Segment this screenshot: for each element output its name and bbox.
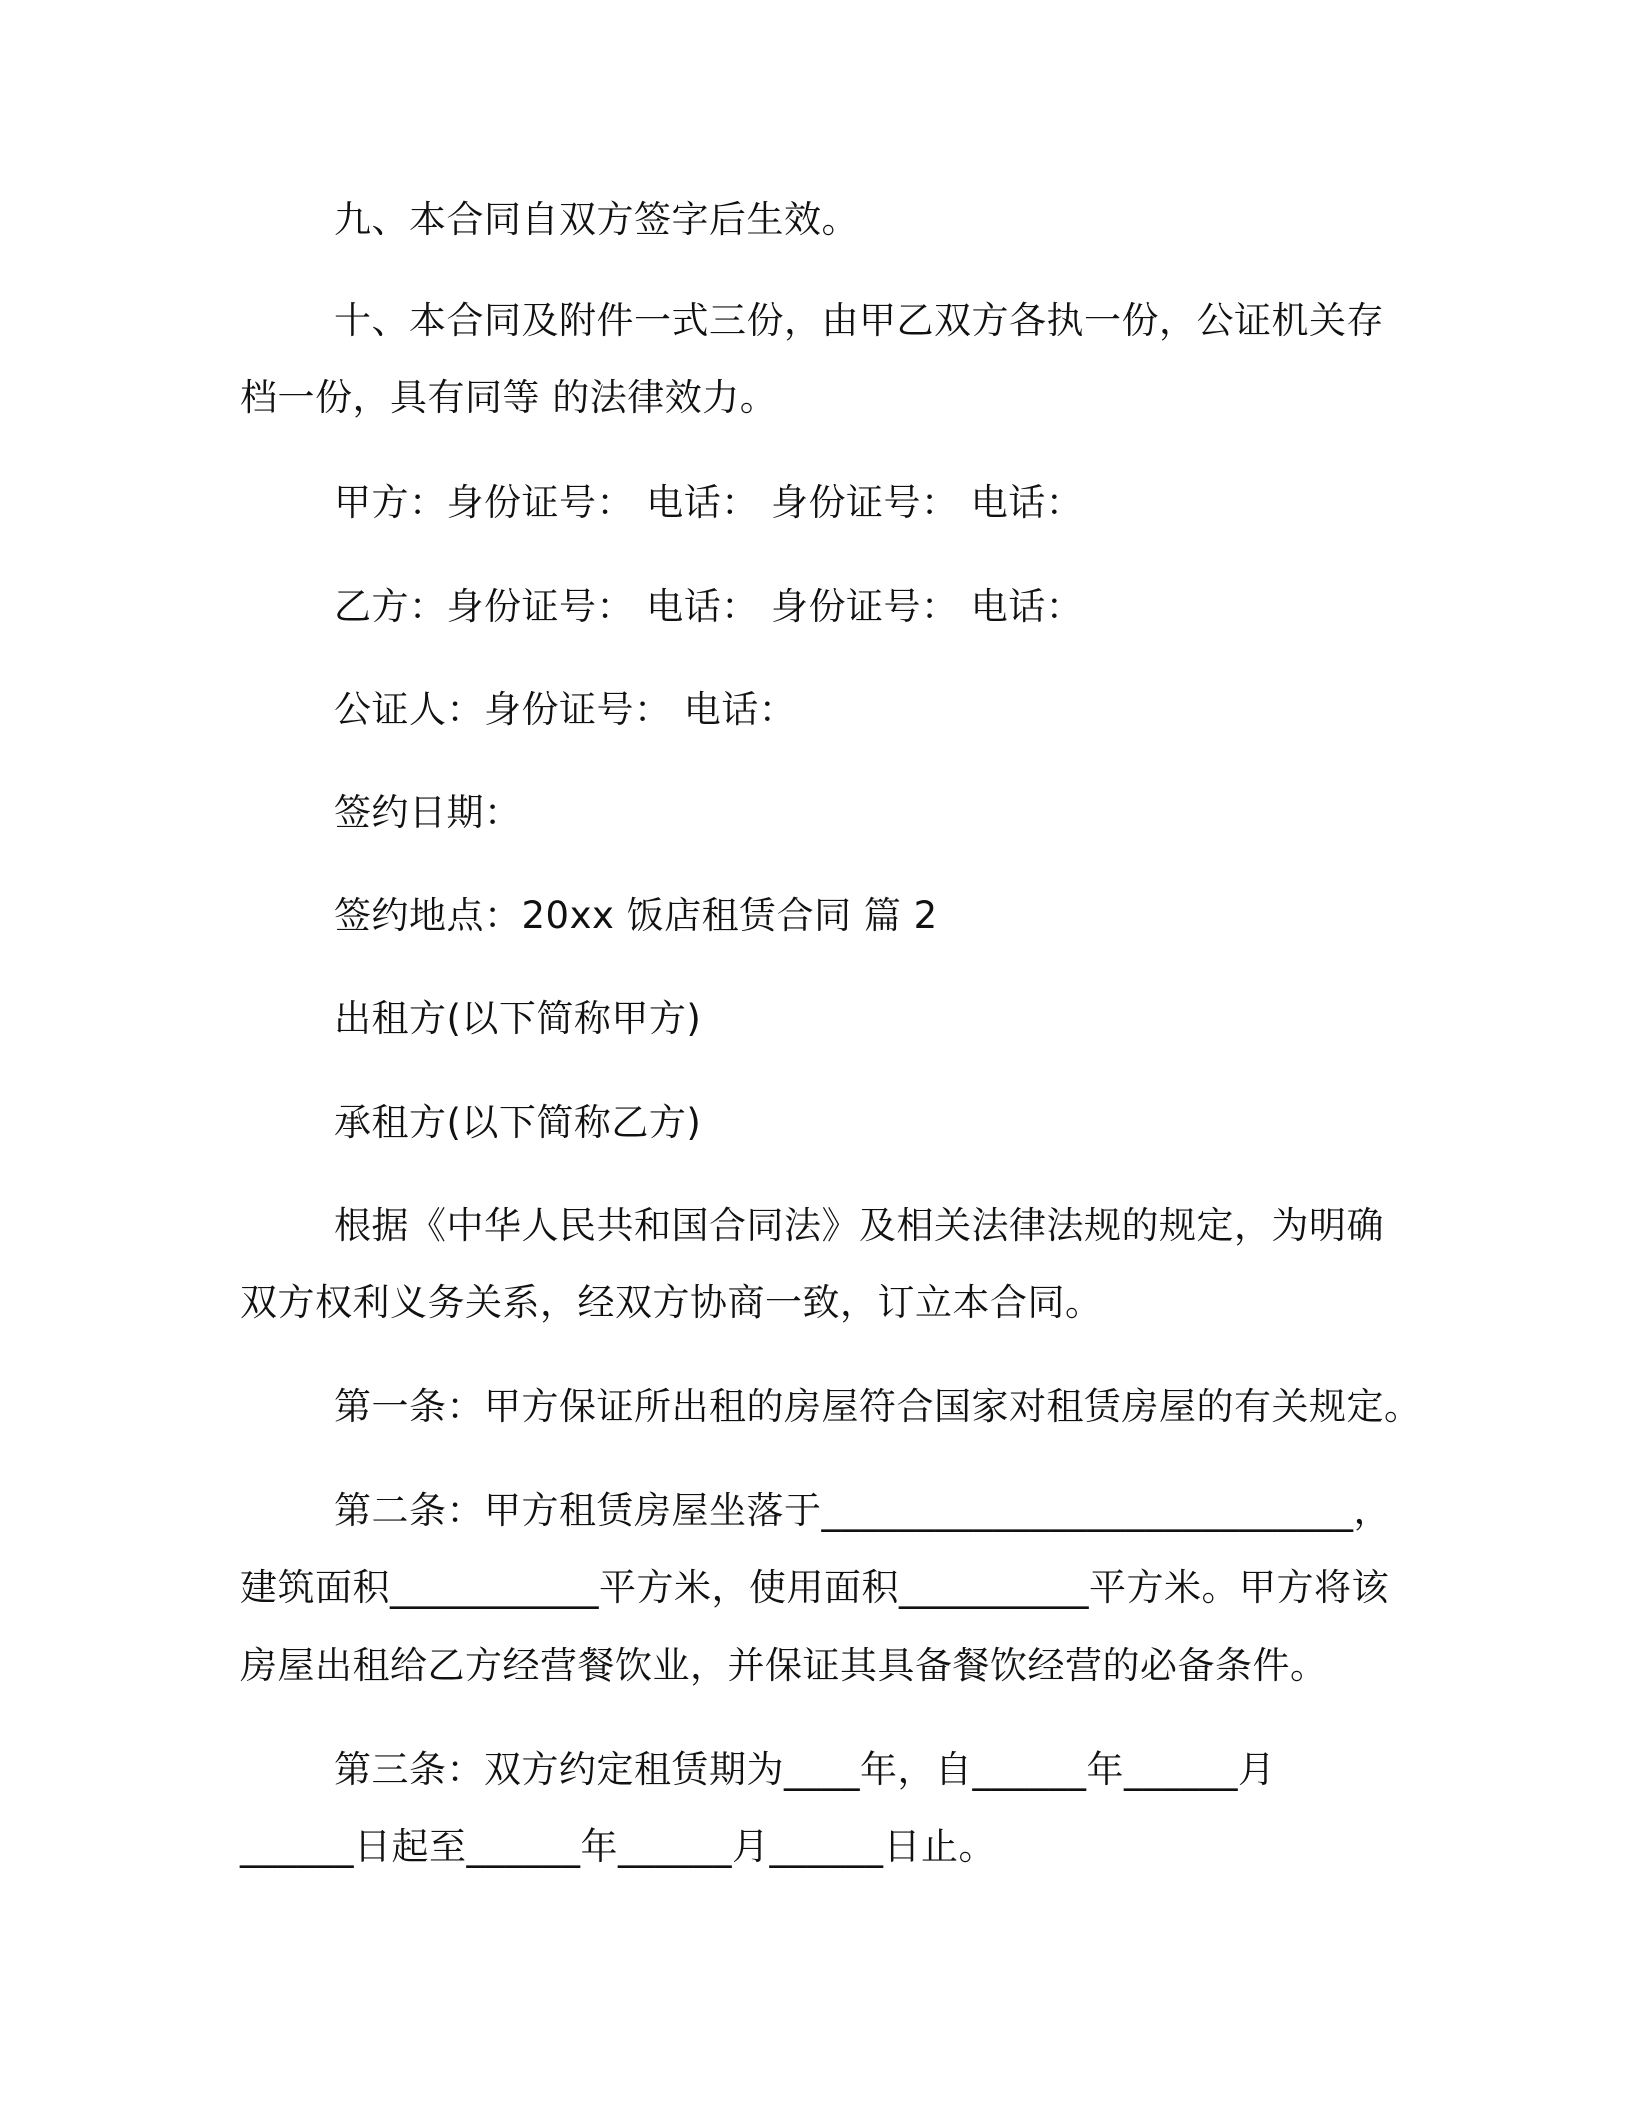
clause-10-line-2: 档一份，具有同等 的法律效力。: [240, 376, 778, 419]
lessor-line: 出租方(以下简称甲方): [334, 997, 702, 1040]
party-b-signature-line: 乙方：身份证号： 电话： 身份证号： 电话：: [334, 585, 1084, 628]
clause-9: 九、本合同自双方签字后生效。: [334, 198, 859, 241]
article-1: 第一条：甲方保证所出租的房屋符合国家对租赁房屋的有关规定。: [334, 1385, 1422, 1428]
party-a-signature-line: 甲方：身份证号： 电话： 身份证号： 电话：: [334, 481, 1084, 524]
notary-signature-line: 公证人：身份证号： 电话：: [334, 688, 797, 731]
article-2-line-2: 建筑面积___________平方米，使用面积__________平方米。甲方将该: [240, 1566, 1389, 1609]
lessee-line: 承租方(以下简称乙方): [334, 1101, 702, 1144]
article-2-line-3: 房屋出租给乙方经营餐饮业，并保证其具备餐饮经营的必备条件。: [240, 1644, 1328, 1687]
preamble-line-1: 根据《中华人民共和国合同法》及相关法律法规的规定，为明确: [334, 1204, 1384, 1247]
article-3-line-2: ______日起至______年______月______日止。: [240, 1825, 996, 1868]
article-3-line-1: 第三条：双方约定租赁期为____年，自______年______月: [334, 1748, 1276, 1791]
clause-10-line-1: 十、本合同及附件一式三份，由甲乙双方各执一份，公证机关存: [334, 299, 1384, 342]
signing-date-line: 签约日期：: [334, 791, 522, 834]
preamble-line-2: 双方权利义务关系，经双方协商一致，订立本合同。: [240, 1281, 1103, 1324]
signing-place-line: 签约地点：20xx 饭店租赁合同 篇 2: [334, 894, 938, 937]
article-2-line-1: 第二条：甲方租赁房屋坐落于____________________________，: [334, 1489, 1391, 1532]
